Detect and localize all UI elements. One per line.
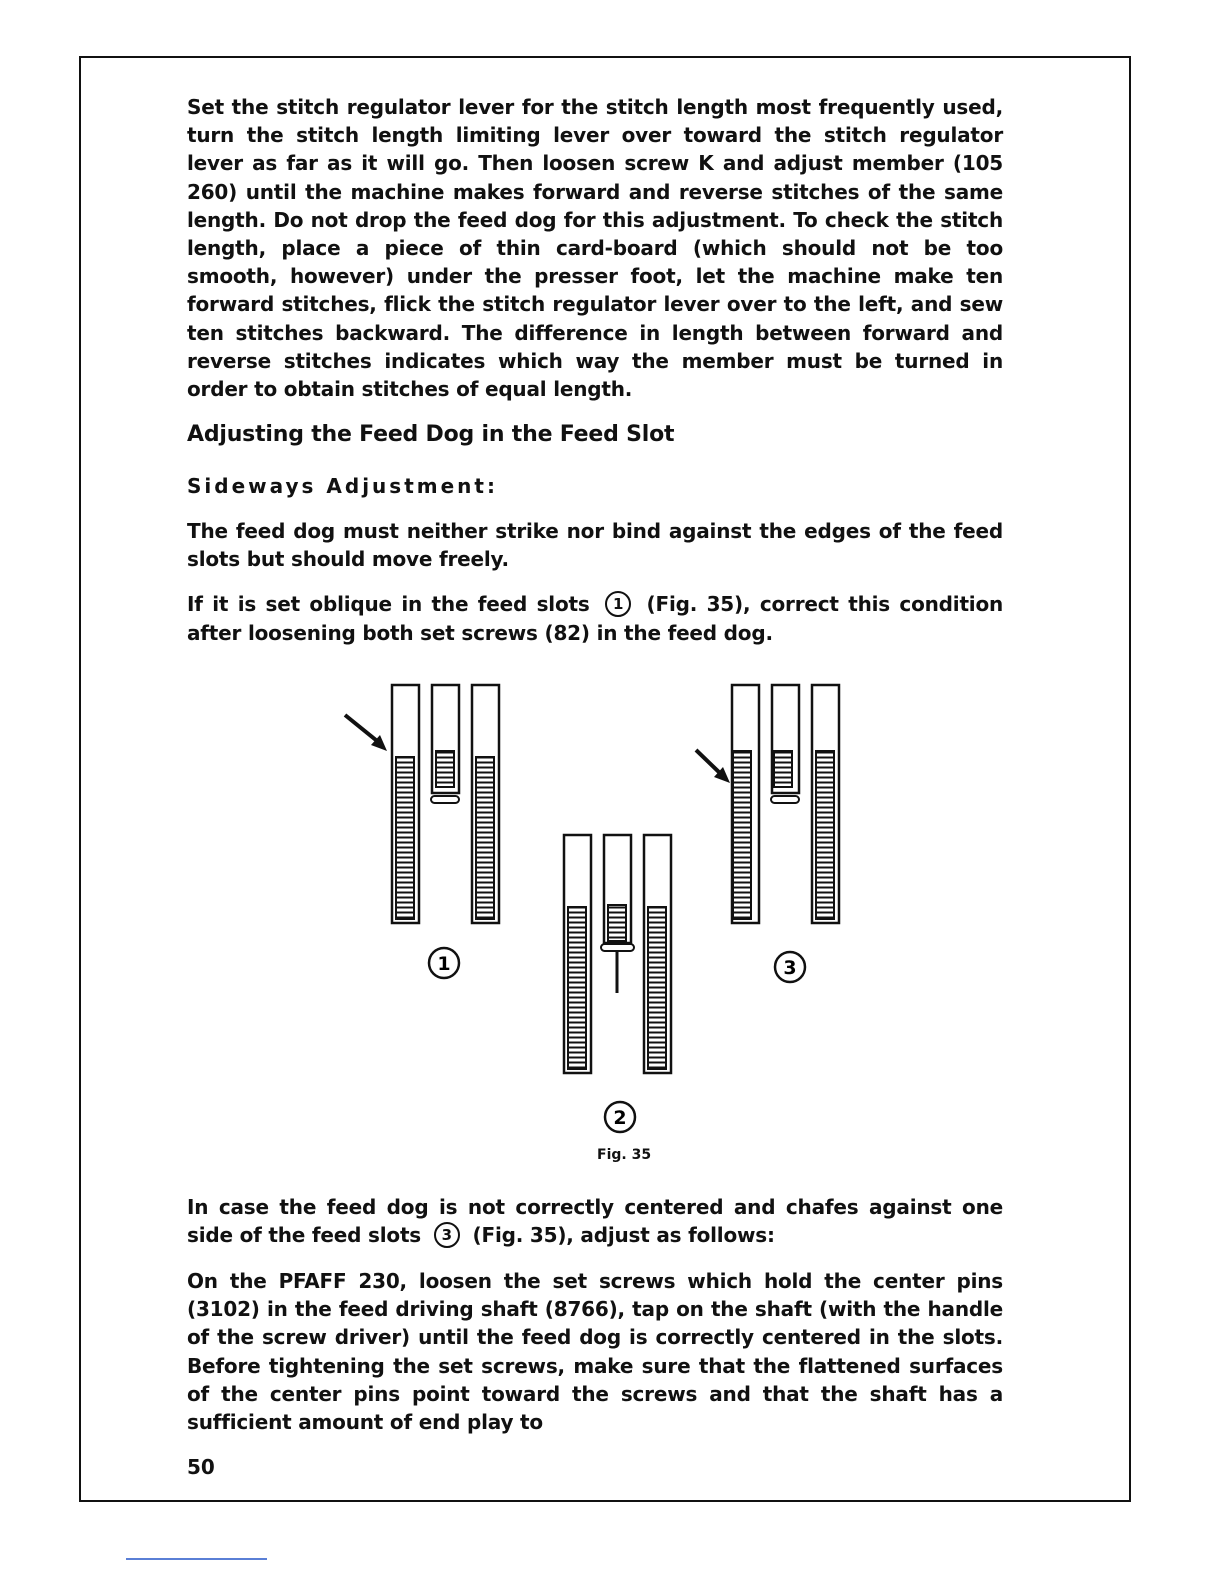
slot-group-1 xyxy=(345,685,499,978)
oblique-block xyxy=(187,590,1003,647)
circled-marker-one: 1 xyxy=(605,591,631,617)
feed-slot-diagram xyxy=(330,675,890,1155)
centered-paragraph xyxy=(187,1193,1003,1250)
oblique-text-pre: If it is set oblique in the feed slots xyxy=(187,592,590,616)
figure-label-2: 2 xyxy=(613,1107,627,1129)
section-title: Adjusting the Feed Dog in the Feed Slot xyxy=(187,422,675,447)
circled-marker-three: 3 xyxy=(434,1222,460,1248)
slot-group-3 xyxy=(696,685,839,982)
intro-block xyxy=(187,93,1003,403)
oblique-paragraph xyxy=(187,590,1003,647)
page-footer-rule xyxy=(126,1558,267,1560)
centered-text-pre: In case the feed dog is not correctly centered and chafes against one side of the feed slots xyxy=(187,1195,1003,1248)
feed-dog-free-paragraph: The feed dog must neither strike nor bind against the edges of the feed slots but should move freely. xyxy=(187,519,1003,572)
feed-dog-free-block xyxy=(187,517,1003,573)
oblique-text-post: (Fig. 35), correct this condition after loosening both set screws (82) in the feed dog. xyxy=(187,592,1004,645)
subheading: Sideways Adjustment: xyxy=(187,474,498,498)
figure-label-3: 3 xyxy=(783,957,797,979)
slot-group-2 xyxy=(564,835,671,1132)
page-number: 50 xyxy=(187,1455,215,1479)
centered-block xyxy=(187,1193,1003,1250)
pfaff-paragraph: On the PFAFF 230, loosen the set screws which hold the center pins (3102) in the feed driving shaft (8766), tap on the shaft (with the handle of the screw driver) until the feed dog is correctly centered in the slots. Before tightening the set screws, make sure that the flattened surfaces of the center pins point toward the screws and that the shaft has a sufficient amount of end play to xyxy=(187,1269,1003,1435)
pfaff-block xyxy=(187,1267,1003,1436)
figure-label-1: 1 xyxy=(437,953,451,975)
intro-paragraph: Set the stitch regulator lever for the stitch length most frequently used, turn the stitch length limiting lever over toward the stitch regulator lever as far as it will go. Then loosen screw K and adjust member (105 260) until the machine makes forward and reverse stitches of the same length. Do not drop the feed dog for this adjustment. To check the stitch length, place a piece of thin card-board (which should not be too smooth, however) under the presser foot, let the machine make ten forward stitches, flick the stitch regulator lever over to the left, and sew ten stitches backward. The difference in length between forward and reverse stitches indicates which way the member must be turned in order to obtain stitches of equal length. xyxy=(187,95,1003,402)
figure-35 xyxy=(330,675,890,1155)
figure-caption: Fig. 35 xyxy=(597,1147,652,1163)
centered-text-post: (Fig. 35), adjust as follows: xyxy=(472,1223,775,1248)
